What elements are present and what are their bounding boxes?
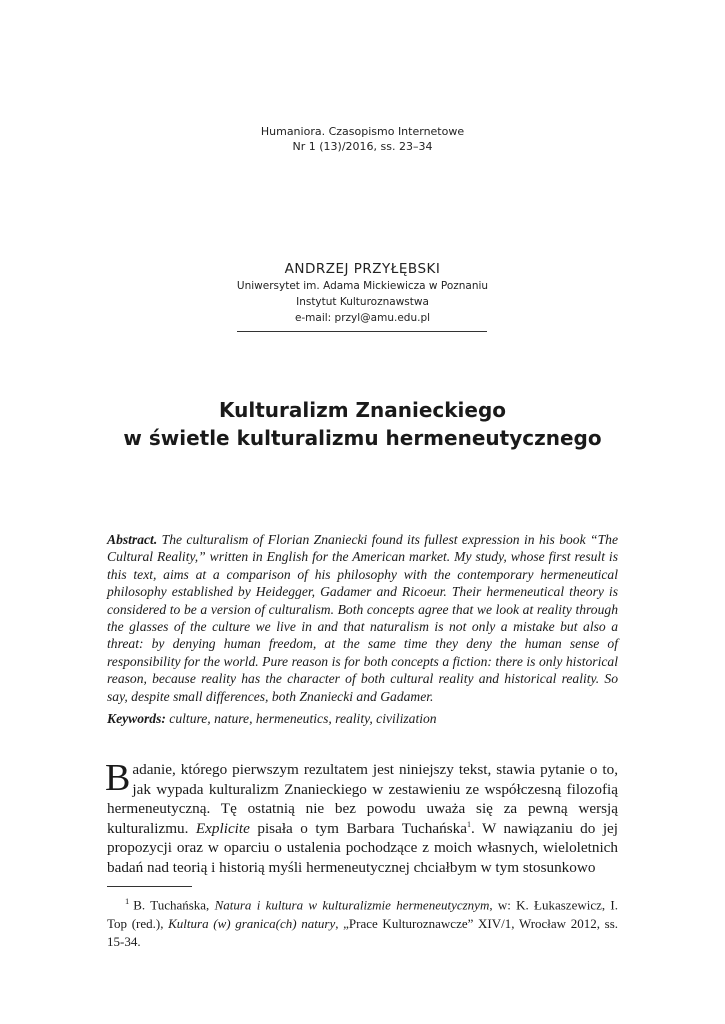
footnote-text-e: , „Prace Kulturoznawcze” XIV/1, Wrocław 2012, ss. 15-34. bbox=[107, 915, 619, 950]
author-block bbox=[0, 260, 725, 326]
author-divider bbox=[237, 331, 487, 332]
footnote-divider bbox=[107, 886, 192, 887]
affiliation-institute: Instytut Kulturoznawstwa bbox=[296, 296, 429, 308]
journal-issue: Nr 1 (13)/2016, ss. 23–34 bbox=[292, 140, 433, 153]
footnote-title-italic: Natura i kultura w kulturalizmie hermeneutycznym bbox=[214, 897, 490, 913]
paper-title-line2: w świetle kulturalizmu hermeneutycznego bbox=[123, 426, 602, 450]
body-text-part2: pisała o tym Barbara Tuchańska bbox=[249, 819, 467, 837]
journal-name: Humaniora. Czasopismo Internetowe bbox=[260, 125, 465, 138]
footnote bbox=[107, 892, 618, 952]
keywords bbox=[107, 710, 618, 727]
author-email: e-mail: przyl@amu.edu.pl bbox=[294, 312, 431, 324]
journal-header bbox=[0, 124, 725, 154]
body-paragraph bbox=[105, 757, 618, 877]
footnote-book-italic: Kultura (w) granica(ch) natury bbox=[168, 915, 336, 931]
abstract-text: The culturalism of Florian Znaniecki found its fullest expression in his book “The Cultural Reality,” written in English for the American market. My study, whose first result is this text, aims at a comparison of his philosophy with the contemporary hermeneutical philosophy established by Heidegger, Gadamer and Ricoeur. Their hermeneutical theory is considered to be a version of culturalism. Both concepts agree that we look at reality through the glasses of the culture we live in and that naturalism is not only a mistake but also a threat: by denying human freedom, at the same time they deny the human sense of responsibility for the world. Pure reason is for both concepts a fiction: there is only historical reason, because reality has the character of both cultural reality and historical reality. So say, despite small differences, both Znaniecki and Gadamer. bbox=[107, 532, 618, 704]
body-text-part3: . W nawiązaniu do jej propozycji oraz w oparciu o ustalenia pochodzące z moich własnych, wieloletnich badań nad teorią i historią myśli hermeneutycznej chciałbym w tym stosunkowo bbox=[107, 819, 618, 876]
abstract-label: Abstract. bbox=[107, 532, 158, 547]
abstract bbox=[107, 531, 618, 705]
keywords-label: Keywords: bbox=[107, 711, 166, 726]
footnote-reference[interactable]: 1 bbox=[466, 819, 471, 829]
paper-title bbox=[0, 396, 725, 452]
paper-title-line1: Kulturalizm Znanieckiego bbox=[218, 398, 507, 422]
footnote-text-c: , w: K. Łukaszewicz, I. Top (red.), bbox=[107, 897, 618, 931]
body-text-part1: adanie, którego pierwszym rezultatem jest niniejszy tekst, stawia pytanie o to, jak wypada kulturalizm Znanieckiego w zestawieniu ze współczesną filozofią hermeneutyczną. Tę ostatnią nie bez powodu uważa się za pewną wersją kulturalizmu. bbox=[107, 761, 618, 837]
footnote-text-a: B. Tuchańska, bbox=[133, 897, 215, 913]
drop-cap: B bbox=[105, 757, 131, 799]
affiliation-university: Uniwersytet im. Adama Mickiewicza w Poznaniu bbox=[236, 280, 489, 292]
keywords-text: culture, nature, hermeneutics, reality, civilization bbox=[165, 711, 437, 726]
body-italic-term: Explicite bbox=[195, 819, 250, 837]
footnote-mark: 1 bbox=[125, 896, 130, 906]
author-name: ANDRZEJ PRZYŁĘBSKI bbox=[284, 261, 441, 277]
